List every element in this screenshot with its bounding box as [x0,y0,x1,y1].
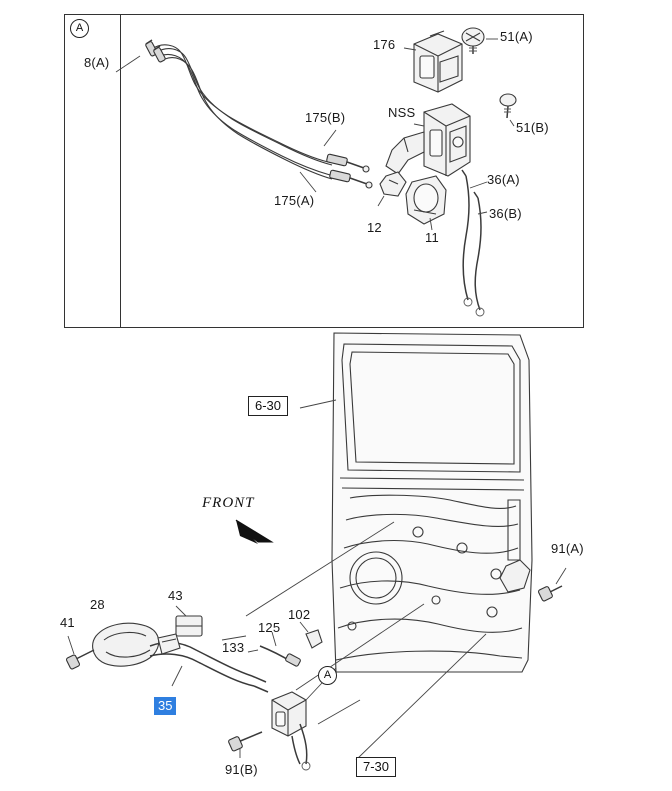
detail-callout-a-top: A [70,19,89,38]
front-direction-label: FRONT [202,495,255,511]
label-41: 41 [60,615,75,630]
door-latch-bottom [228,668,360,770]
boxed-ref-7-30: 7-30 [356,757,396,777]
label-175a: 175(A) [274,193,315,208]
label-102: 102 [288,607,311,622]
label-91b: 91(B) [225,762,258,777]
label-11: 11 [425,230,439,245]
label-176: 176 [373,37,396,52]
door-panel [332,333,532,672]
label-175b: 175(B) [305,110,346,125]
label-91a: 91(A) [551,541,584,556]
front-arrow [236,520,272,544]
detail-callout-a-bottom: A [318,666,337,685]
label-51a: 51(A) [500,29,533,44]
label-28: 28 [90,597,105,612]
label-36b: 36(B) [489,206,522,221]
label-125: 125 [258,620,281,635]
label-8a: 8(A) [84,55,110,70]
label-51b: 51(B) [516,120,549,135]
label-12: 12 [367,220,382,235]
label-36a: 36(A) [487,172,520,187]
label-nss: NSS [388,105,416,120]
highlighted-part-35[interactable]: 35 [154,697,176,715]
label-43: 43 [168,588,183,603]
boxed-ref-6-30: 6-30 [248,396,288,416]
label-133: 133 [222,640,245,655]
